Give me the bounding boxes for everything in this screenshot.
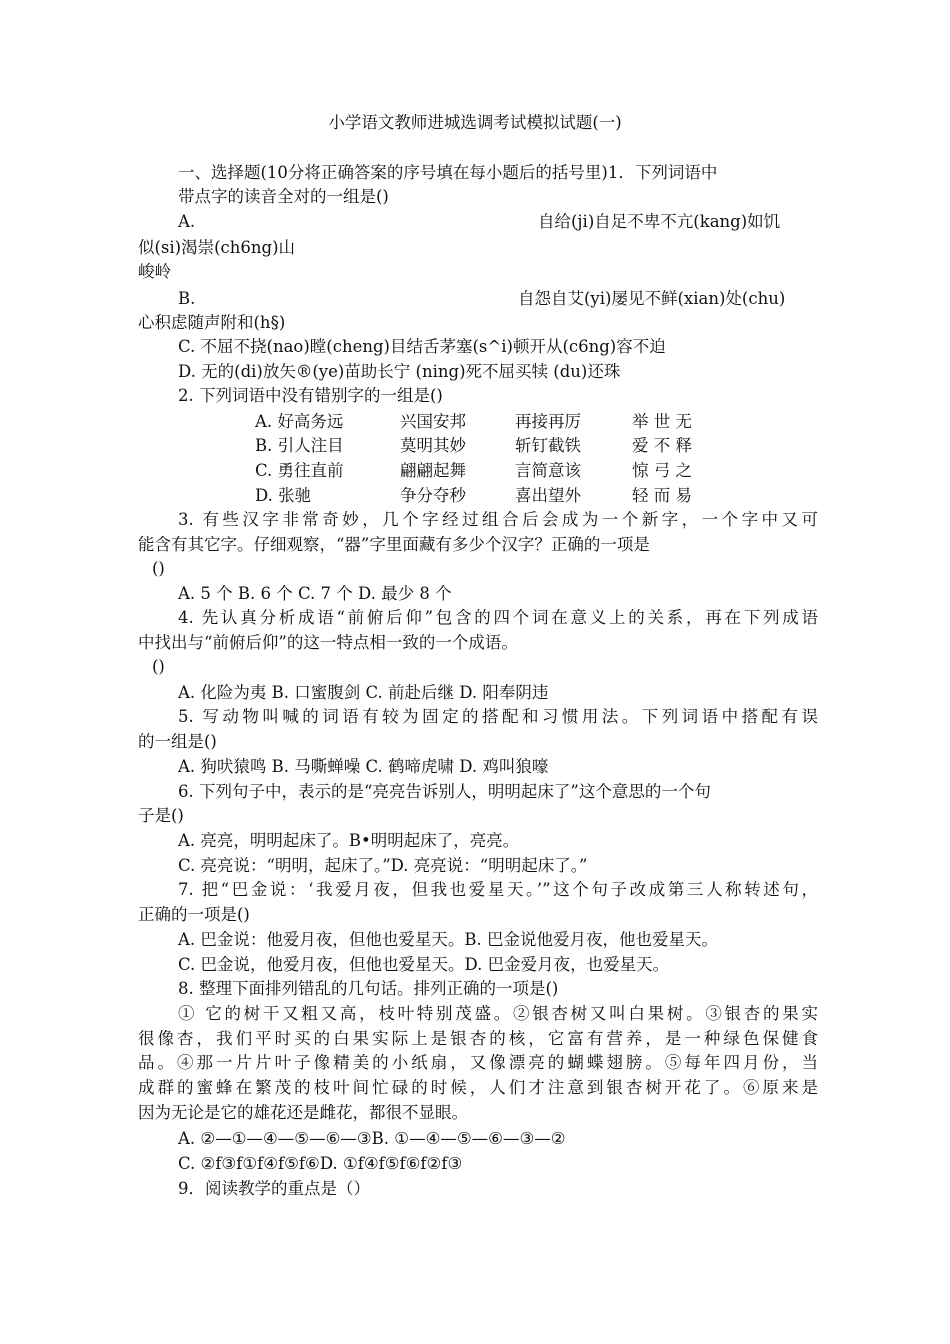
q2-row-c-col3: 言简意该 <box>515 461 581 480</box>
q6-options-cd: C. 亮亮说：“明明，起床了。”D. 亮亮说：“明明起床了。” <box>178 856 588 875</box>
q1-option-b-text: 自怨自艾(yi)屡见不鲜(xian)处(chu) <box>518 289 786 308</box>
q2-row-b-col1: B. 引人注目 <box>255 436 344 455</box>
q3-stem: 3. 有些汉字非常奇妙，几个字经过组合后会成为一个新字，一个字中又可 <box>178 510 818 529</box>
q2-row-c-col4: 惊 弓 之 <box>632 461 692 480</box>
q2-row-d-col1: D. 张驰 <box>255 486 312 505</box>
q2-row-c-col1: C. 勇往直前 <box>255 461 344 480</box>
q6-stem: 6. 下列句子中，表示的是“亮亮告诉别人，明明起床了”这个意思的一个句 <box>178 782 711 801</box>
q2-row-a-col4: 举 世 无 <box>632 412 692 431</box>
q3-options: A. 5 个 B. 6 个 C. 7 个 D. 最少 8 个 <box>178 584 452 603</box>
q4-answer-bracket: () <box>152 657 165 676</box>
q1-option-a-text: 自给(ji)自足不卑不亢(kang)如饥 <box>538 212 781 231</box>
q2-row-b-col4: 爱 不 释 <box>632 436 692 455</box>
q8-stem: 8. 整理下面排列错乱的几句话。排列正确的一项是() <box>178 979 559 998</box>
q8-passage-line-1: ① 它的树干又粗又高，枝叶特别茂盛。②银杏树又叫白果树。③银杏的果实 <box>178 1004 818 1023</box>
q2-row-a-col1: A. 好高务远 <box>255 412 344 431</box>
q5-stem-cont: 的一组是() <box>138 732 217 751</box>
q6-stem-cont: 子是() <box>138 806 184 825</box>
q2-row-b-col3: 斩钉截铁 <box>515 436 581 455</box>
q3-answer-bracket: () <box>152 559 165 578</box>
q2-stem: 2. 下列词语中没有错别字的一组是() <box>178 386 443 405</box>
q1-option-a-cont: 似(si)渴崇(ch6ng)山 <box>138 238 296 257</box>
document-title: 小学语文教师进城选调考试模拟试题(一) <box>328 113 622 132</box>
q5-options: A. 狗吠猿鸣 B. 马嘶蝉噪 C. 鹤啼虎啸 D. 鸡叫狼嚎 <box>178 757 549 776</box>
q2-row-a-col3: 再接再厉 <box>515 412 581 431</box>
q6-options-ab: A. 亮亮，明明起床了。B•明明起床了，亮亮。 <box>178 831 520 850</box>
q8-passage-line-4: 成群的蜜蜂在繁茂的枝叶间忙碌的时候，人们才注意到银杏树开花了。⑥原来是 <box>138 1078 818 1097</box>
q4-stem-cont: 中找出与“前俯后仰”的这一特点相一致的一个成语。 <box>138 633 518 652</box>
q5-stem: 5. 写动物叫喊的词语有较为固定的搭配和习惯用法。下列词语中搭配有误 <box>178 707 818 726</box>
q7-options-cd: C. 巴金说，他爱月夜，但他也爱星天。D. 巴金爱月夜，也爱星天。 <box>178 955 670 974</box>
q8-options-ab: A. ②—①—④—⑤—⑥—③B. ①—④—⑤—⑥—③—② <box>178 1129 566 1148</box>
q1-option-a-label: A. <box>178 212 196 231</box>
q8-options-cd: C. ②f③f①f④f⑤f⑥D. ①f④f⑤f⑥f②f③ <box>178 1154 463 1173</box>
q1-option-b-label: B. <box>178 289 196 308</box>
q1-option-d: D. 无的(di)放矢®(ye)苗助长宁 (ning)死不屈买犊 (du)还珠 <box>178 362 621 381</box>
q1-option-c: C. 不屈不挠(nao)瞠(cheng)目结舌茅塞(s^i)顿开从(c6ng)容不迫 <box>178 337 666 356</box>
q9-stem: 9．阅读教学的重点是（） <box>178 1179 370 1198</box>
q8-passage-line-2: 很像杏，我们平时买的白果实际上是银杏的核，它富有营养，是一种绿色保健食 <box>138 1029 818 1048</box>
q7-options-ab: A. 巴金说：他爱月夜，但他也爱星天。B. 巴金说他爱月夜，他也爱星天。 <box>178 930 719 949</box>
q2-row-d-col2: 争分夺秒 <box>400 486 466 505</box>
q8-passage-line-5: 因为无论是它的雄花还是雌花，都很不显眼。 <box>138 1103 468 1122</box>
q4-options: A. 化险为夷 B. 口蜜腹剑 C. 前赴后继 D. 阳奉阴违 <box>178 683 549 702</box>
q3-stem-cont: 能含有其它字。仔细观察，“器”字里面藏有多少个汉字？正确的一项是 <box>138 535 650 554</box>
q1-option-a-cont2: 峻岭 <box>138 262 171 281</box>
q2-row-d-col4: 轻 而 易 <box>632 486 692 505</box>
q7-stem: 7. 把“巴金说：‘我爱月夜，但我也爱星天。’”这个句子改成第三人称转述句， <box>178 880 818 899</box>
q2-row-d-col3: 喜出望外 <box>515 486 581 505</box>
q1-stem: 一、选择题(10分将正确答案的序号填在每小题后的括号里)1．下列词语中 <box>178 163 718 182</box>
q7-stem-cont: 正确的一项是() <box>138 905 250 924</box>
q8-passage-line-3: 品。④那一片片叶子像精美的小纸扇，又像漂亮的蝴蝶翅膀。⑤每年四月份，当 <box>138 1053 818 1072</box>
q4-stem: 4. 先认真分析成语“前俯后仰”包含的四个词在意义上的关系，再在下列成语 <box>178 608 818 627</box>
q2-row-b-col2: 莫明其妙 <box>400 436 466 455</box>
q2-row-a-col2: 兴国安邦 <box>400 412 466 431</box>
q2-row-c-col2: 翩翩起舞 <box>400 461 466 480</box>
q1-option-b-cont: 心积虑随声附和(h§) <box>138 313 286 332</box>
q1-stem-cont: 带点字的读音全对的一组是() <box>178 187 389 206</box>
